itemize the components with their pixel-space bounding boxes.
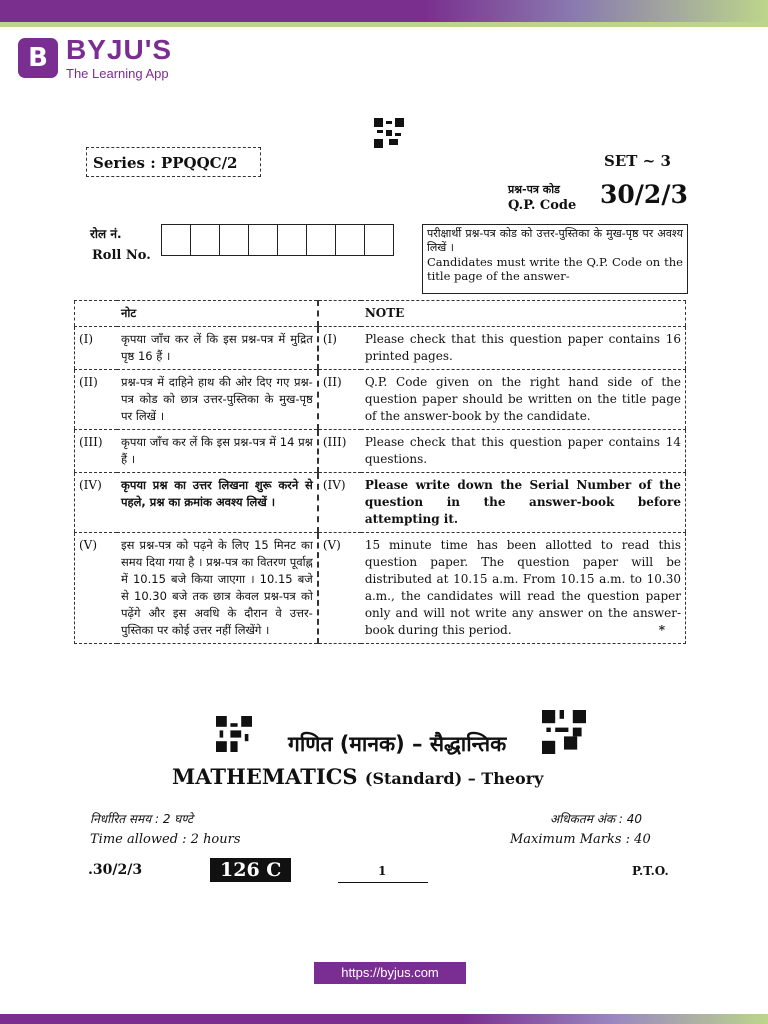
max-marks: Maximum Marks : 40 [510,832,651,847]
roll-number-boxes[interactable] [162,224,394,256]
time-allowed-hindi: निर्धारित समय : 2 घण्टे [90,812,194,826]
note-text-english: Please check that this question paper contains 14 questions. [361,430,686,473]
note-number: (II) [318,370,361,430]
roll-box[interactable] [190,224,220,256]
top-brand-accent [0,22,768,27]
qr-code-right-icon [542,710,586,754]
note-number: (II) [75,370,118,430]
note-text-english: Please check that this question paper contains 16 printed pages. [361,327,686,370]
qp-code-label-hindi: प्रश्न-पत्र कोड [508,183,560,196]
roll-box[interactable] [306,224,336,256]
notes-heading-hindi: नोट [117,301,318,327]
candidate-instruction-box [422,224,688,294]
note-row [75,473,686,533]
qr-code-left-icon [216,716,252,752]
notes-table [74,300,686,644]
note-row [75,533,686,644]
candidate-note-hindi: परीक्षार्थी प्रश्न-पत्र कोड को उत्तर-पुस्तिका के मुख-पृष्ठ पर अवश्य लिखें । [427,227,683,254]
footer-code: .30/2/3 [88,862,143,878]
qr-code-icon [374,118,404,148]
note-asterisk: * [658,623,665,637]
series-label: Series : PPQQC/2 [86,147,261,177]
brand-tagline: The Learning App [66,66,169,81]
roll-box[interactable] [364,224,394,256]
roll-box[interactable] [335,224,365,256]
brand-name: BYJU'S [66,34,173,65]
roll-box[interactable] [277,224,307,256]
byjus-logo-icon: B [18,38,58,78]
note-number: (V) [318,533,361,644]
note-text-english: Q.P. Code given on the right hand side of the question paper should be written on the title page of the answer-book by the candidate. [361,370,686,430]
time-allowed: Time allowed : 2 hours [90,832,241,847]
qp-code-label: Q.P. Code [508,198,577,213]
roll-box[interactable] [248,224,278,256]
notes-heading-row [75,301,686,327]
note-number: (III) [75,430,118,473]
roll-box[interactable] [161,224,191,256]
note-row [75,370,686,430]
note-text-hindi: प्रश्न-पत्र में दाहिने हाथ की ओर दिए गए प्रश्न-पत्र कोड को छात्र उत्तर-पुस्तिका के मुख-पृष्ठ पर लिखें । [117,370,318,430]
roll-label-hindi: रोल नं. [90,227,122,241]
note-row [75,327,686,370]
note-text-hindi: कृपया जाँच कर लें कि इस प्रश्न-पत्र में 14 प्रश्न हैं । [117,430,318,473]
note-text-hindi: इस प्रश्न-पत्र को पढ़ने के लिए 15 मिनट का समय दिया गया है । प्रश्न-पत्र का वितरण पूर्वाह्न में 10.15 बजे किया जाएगा । 10.15 बजे से 10.30 बजे तक छात्र केवल प्रश्न-पत्र को पढ़ेंगे और इस अवधि के दौरान वे उत्तर-पुस्तिका पर कोई उत्तर नहीं लिखेंगे । [117,533,318,644]
subject-title-main: MATHEMATICS [172,764,358,789]
note-number: (IV) [318,473,361,533]
roll-label: Roll No. [92,248,151,263]
note-row [75,430,686,473]
note-number: (III) [318,430,361,473]
note-text-english-cell [361,533,686,644]
qp-code-value: 30/2/3 [600,180,688,209]
notes-heading-english: NOTE [361,301,686,327]
top-brand-bar [0,0,768,22]
page-number-rule [338,882,428,883]
note-text-english: Please write down the Serial Number of the question in the answer-book before attempting it. [361,473,686,533]
footer-badge: 126 C [210,858,291,882]
page-number: 1 [378,864,387,878]
note-number: (V) [75,533,118,644]
set-label: SET ~ 3 [604,152,671,170]
max-marks-hindi: अधिकतम अंक : 40 [550,812,643,826]
note-text-english: 15 minute time has been allotted to read this question paper. The question paper will be distributed at 10.15 a.m. From 10.15 a.m. to 10.30 a.m., the candidates will read the question paper only and will not write any answer on the answer-book during this period. [364,538,681,637]
note-text-hindi: कृपया जाँच कर लें कि इस प्रश्न-पत्र में मुद्रित पृष्ठ 16 हैं । [117,327,318,370]
bottom-brand-bar [0,1014,768,1024]
subject-title-suffix: (Standard) – Theory [364,769,544,788]
subject-title [172,764,543,789]
note-number: (IV) [75,473,118,533]
subject-title-hindi: गणित (मानक) – सैद्धान्तिक [288,732,507,756]
note-text-hindi: कृपया प्रश्न का उत्तर लिखना शुरू करने से पहले, प्रश्न का क्रमांक अवश्य लिखें । [117,473,318,533]
roll-box[interactable] [219,224,249,256]
note-number: (I) [75,327,118,370]
note-number: (I) [318,327,361,370]
candidate-note-english: Candidates must write the Q.P. Code on the title page of the answer- [427,255,683,283]
byjus-url-link[interactable]: https://byjus.com [314,962,466,984]
pto-label: P.T.O. [632,864,669,878]
